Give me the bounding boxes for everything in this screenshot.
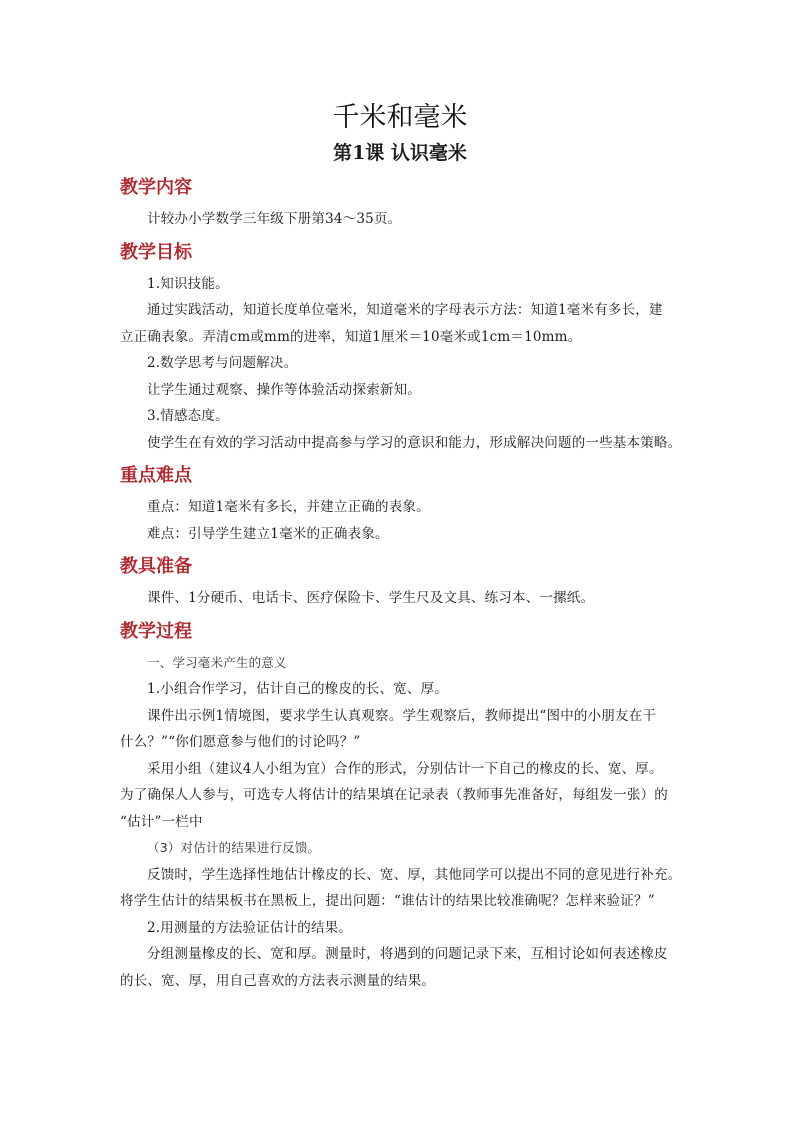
- process-line: 为了确保人人参与，可选专人将估计的结果填在记录表（教师事先准备好，每组发一张）的: [120, 787, 668, 803]
- section-heading-goals: 教学目标: [120, 241, 192, 263]
- goals-line: 使学生在有效的学习活动中提高参与学习的意识和能力，形成解决问题的一些基本策略。: [147, 434, 682, 451]
- section-heading-key-points: 重点难点: [120, 465, 192, 486]
- process-line: 什么？”“你们愿意参与他们的讨论吗？”: [120, 734, 361, 750]
- process-line: “估计”一栏中: [120, 813, 203, 830]
- process-line: 分组测量橡皮的长、宽和厚。测量时，将遇到的问题记录下来，互相讨论如何表述橡皮: [147, 946, 668, 962]
- process-line: 将学生估计的结果板书在黑板上，提出问题：“谁估计的结果比较准确呢？怎样来验证？”: [120, 893, 655, 909]
- page-title: 千米和毫米: [332, 102, 468, 133]
- lesson-subtitle: 第1课 认识毫米: [333, 142, 467, 164]
- goals-line: 1.知识技能。: [147, 275, 229, 292]
- key-point-line: 难点：引导学生建立1毫米的正确表象。: [147, 525, 389, 542]
- process-line: 反馈时，学生选择性地估计橡皮的长、宽、厚，其他同学可以提出不同的意见进行补充。: [147, 866, 682, 883]
- goals-line: 3.情感态度。: [147, 408, 229, 424]
- process-line: 课件出示例1情境图，要求学生认真观察。学生观察后，教师提出“图中的小朋友在干: [147, 707, 657, 724]
- tools-line: 课件、1分硬币、电话卡、医疗保险卡、学生尺及文具、练习本、一摞纸。: [147, 590, 595, 606]
- section-heading-content: 教学内容: [120, 177, 192, 198]
- section-heading-process: 教学过程: [120, 620, 192, 642]
- process-line: （3）对估计的结果进行反馈。: [147, 840, 321, 855]
- process-line: 1.小组合作学习，估计自己的橡皮的长、宽、厚。: [147, 681, 448, 697]
- process-line: 的长、宽、厚，用自己喜欢的方法表示测量的结果。: [120, 972, 436, 989]
- process-line: 2.用测量的方法验证估计的结果。: [147, 919, 353, 936]
- goals-line: 2.数学思考与问题解决。: [147, 355, 298, 371]
- goals-line: 让学生通过观察、操作等体验活动探索新知。: [147, 381, 421, 398]
- section-heading-tools: 教具准备: [120, 556, 192, 577]
- process-subheading: 一、学习毫米产生的意义: [147, 654, 287, 670]
- goals-line: 通过实践活动，知道长度单位毫米，知道毫米的字母表示方法：知道1毫米有多长，建: [147, 302, 663, 318]
- content-line: 计较办小学数学三年级下册第34～35页。: [147, 211, 402, 227]
- goals-line: 立正确表象。弄清cm或mm的进率，知道1厘米＝10毫米或1cm＝10mm。: [120, 328, 582, 345]
- key-point-line: 重点：知道1毫米有多长，并建立正确的表象。: [147, 499, 430, 515]
- process-line: 采用小组（建议4人小组为宜）合作的形式，分别估计一下自己的橡皮的长、宽、厚。: [147, 760, 663, 777]
- document-page: [120, 98, 680, 994]
